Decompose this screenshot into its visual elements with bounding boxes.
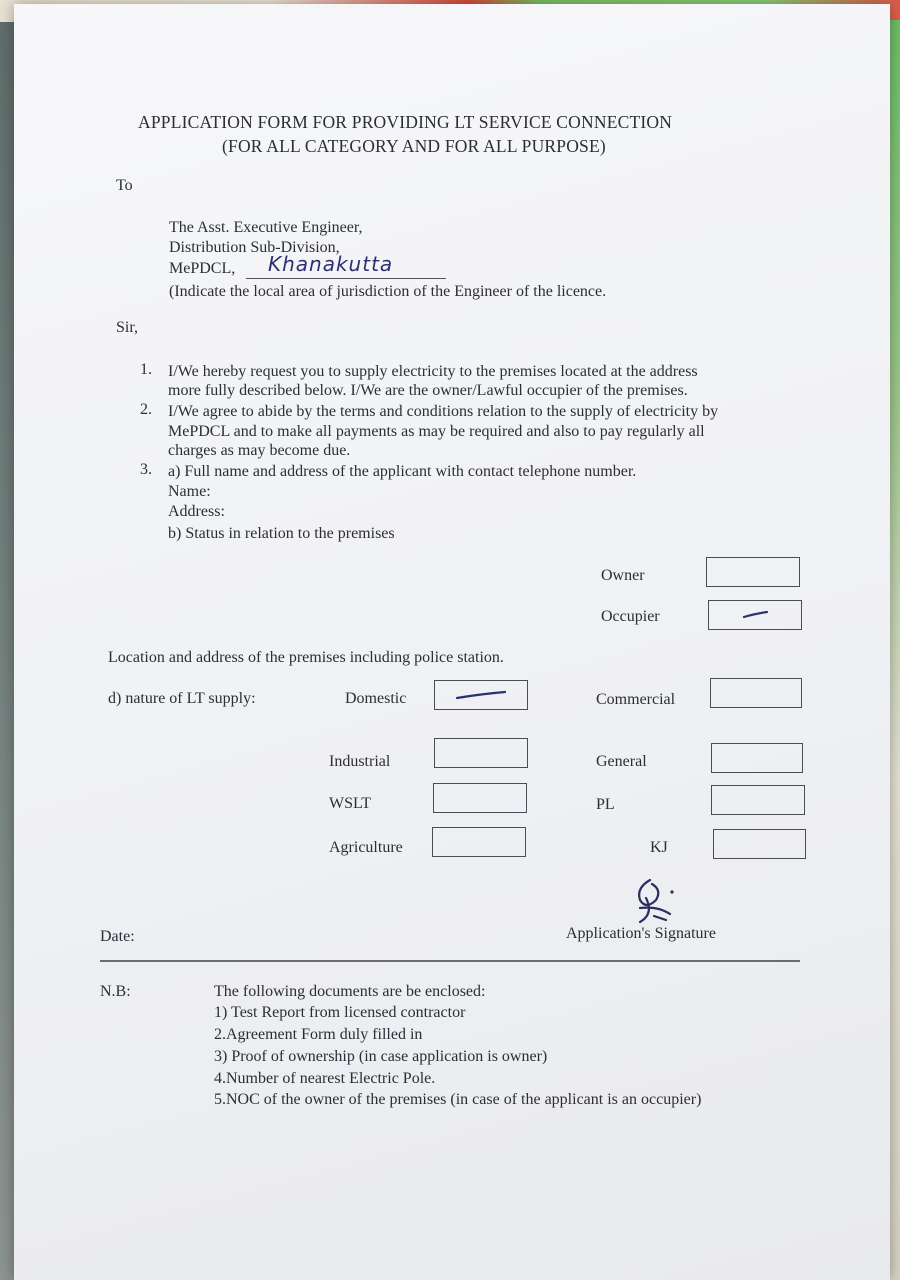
name-label: Name: [168, 483, 211, 500]
item-3-number: 3. [140, 461, 152, 478]
salutation: Sir, [116, 319, 139, 336]
divider [100, 960, 800, 962]
pl-checkbox[interactable] [711, 785, 805, 815]
occupier-label: Occupier [601, 608, 660, 625]
nb-label: N.B: [100, 983, 131, 1000]
addressee-line3: MePDCL, [169, 260, 236, 277]
agriculture-label: Agriculture [329, 839, 403, 856]
kj-label: KJ [650, 839, 668, 856]
form-sheet [14, 4, 890, 1280]
item-2-line1: I/We agree to abide by the terms and conditions relation to the supply of electricity by [168, 403, 719, 420]
status-label: b) Status in relation to the premises [168, 525, 395, 542]
item-1-line1: I/We hereby request you to supply electricity to the premises located at the address [168, 363, 698, 380]
item-1-line2: more fully described below. I/We are the owner/Lawful occupier of the premises. [168, 382, 688, 399]
addressee-line1: The Asst. Executive Engineer, [169, 219, 363, 236]
item-2-number: 2. [140, 401, 152, 418]
to-label: To [116, 177, 133, 194]
pl-label: PL [596, 796, 615, 813]
form-title-line1: APPLICATION FORM FOR PROVIDING LT SERVICE CONNECTION [138, 112, 673, 132]
nb-doc-1: 1) Test Report from licensed contractor [214, 1004, 466, 1021]
industrial-label: Industrial [329, 753, 391, 770]
form-title-line2: (FOR ALL CATEGORY AND FOR ALL PURPOSE) [222, 136, 606, 156]
wslt-label: WSLT [329, 795, 372, 812]
agriculture-checkbox[interactable] [432, 827, 526, 857]
nb-doc-4: 4.Number of nearest Electric Pole. [214, 1070, 436, 1087]
date-label: Date: [100, 928, 135, 945]
item-2-line2: MePDCL and to make all payments as may be required and also to pay regularly all [168, 423, 705, 440]
kj-checkbox[interactable] [713, 829, 806, 859]
item-3-line1: a) Full name and address of the applicant with contact telephone number. [168, 463, 637, 480]
supply-label: d) nature of LT supply: [108, 690, 256, 707]
commercial-label: Commercial [596, 691, 676, 708]
wslt-checkbox[interactable] [433, 783, 527, 813]
commercial-checkbox[interactable] [710, 678, 802, 708]
nb-doc-3: 3) Proof of ownership (in case application is owner) [214, 1048, 548, 1065]
checkmark-icon [740, 609, 770, 621]
applicant-signature-icon [610, 870, 700, 930]
general-label: General [596, 753, 647, 770]
occupier-checkbox[interactable] [708, 600, 802, 630]
jurisdiction-handwritten[interactable]: Khanakutta [268, 252, 394, 276]
industrial-checkbox[interactable] [434, 738, 528, 768]
owner-checkbox[interactable] [706, 557, 800, 587]
item-2-line3: charges as may become due. [168, 442, 351, 459]
nb-doc-5: 5.NOC of the owner of the premises (in case of the applicant is an occupier) [214, 1091, 702, 1108]
address-label: Address: [168, 503, 225, 520]
addressee-line2: Distribution Sub-Division, [169, 239, 340, 256]
nb-intro: The following documents are be enclosed: [214, 983, 486, 1000]
item-1-number: 1. [140, 361, 152, 378]
signature-label: Application's Signature [566, 925, 716, 942]
addressee-line4: (Indicate the local area of jurisdiction of the Engineer of the licence. [169, 283, 607, 300]
nb-doc-2: 2.Agreement Form duly filled in [214, 1026, 423, 1043]
general-checkbox[interactable] [711, 743, 803, 773]
domestic-checkbox[interactable] [434, 680, 528, 710]
owner-label: Owner [601, 567, 645, 584]
jurisdiction-underline [246, 278, 446, 279]
checkmark-icon [451, 688, 511, 702]
domestic-label: Domestic [345, 690, 407, 707]
location-label: Location and address of the premises including police station. [108, 649, 504, 666]
